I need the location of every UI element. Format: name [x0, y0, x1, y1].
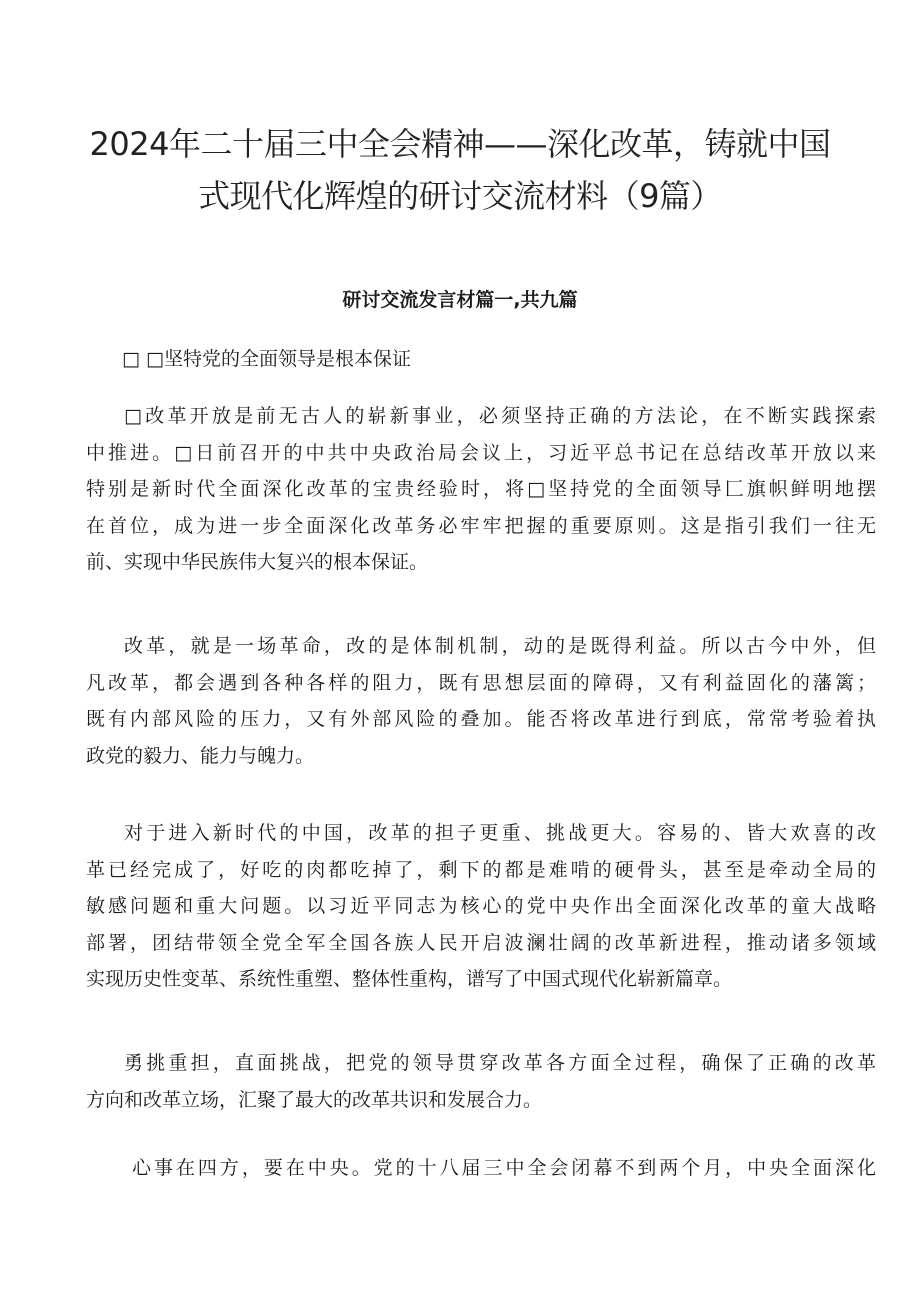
paragraph-line: 革已经完成了，好吃的肉都吃掉了，剩下的都是难啃的硬骨头，甚至是牵动全局的 [86, 858, 876, 881]
paragraph-line: 对于进入新时代的中国，改革的担子更重、挑战更大。容易的、皆大欢喜的改 [124, 822, 876, 844]
paragraph-line: 勇挑重担，直面挑战，把党的领导贯穿改革各方面全过程，确保了正确的改革 [124, 1052, 876, 1074]
paragraph-line: 凡改革，都会遇到各种各样的阻力，既有思想层面的障碍，又有利益固化的藩篱； [86, 671, 876, 694]
paragraph-line: 敏感问题和重大问题。以习近平同志为核心的党中央作出全面深化改革的童大战略 [86, 895, 876, 917]
paragraph [86, 1045, 876, 1118]
paragraph-line: 心事在四方，要在中央。党的十八届三中全会闭幕不到两个月，中央全面深化 [132, 1157, 876, 1179]
section-heading: 研讨交流发言材篇一,共九篇 [342, 289, 578, 311]
paragraph-line: 改革，就是一场革命，改的是体制机制，动的是既得利益。所以古今中外，但 [124, 635, 876, 657]
sub-heading: □ □坚特党的全面领导是根本保证 [122, 348, 411, 370]
paragraph-line: 政党的毅力、能力与魄力。 [86, 744, 315, 767]
paragraph [86, 1150, 876, 1187]
paragraph-line: 部署，团结带领全党全军全国各族人民开启波澜壮阔的改革新进程，推动诸多领域 [86, 931, 876, 954]
paragraph-line: 在首位，成为进一步全面深化改革务必牢牢把握的重要原则。这是指引我们一往无 [86, 514, 876, 537]
paragraph-line: 方向和改革立场，汇聚了最大的改革共识和发展合力。 [86, 1088, 543, 1111]
paragraph-line: 特别是新时代全面深化改革的宝贵经验时，将□坚持党的全面领导匚旗帜鲜明地摆 [86, 478, 876, 500]
paragraph [86, 628, 876, 774]
title-line: 2024年二十届三中全会精神——深化改革，铸就中国 [89, 125, 831, 163]
paragraph [86, 398, 876, 581]
document-title [60, 118, 860, 222]
paragraph-line: 实现历史性变革、系统性重塑、整体性重构，谱写了中国式现代化崭新篇章。 [86, 968, 733, 990]
paragraph [86, 815, 876, 998]
paragraph-line: □改革开放是前无古人的崭新事业，必须坚持正确的方法论，在不断实践探索 [124, 405, 876, 427]
title-line: 式现代化辉煌的研讨交流材料（9篇） [198, 177, 722, 215]
paragraph-line: 既有内部风险的压力，又有外部风险的叠加。能否将改革进行到底，常常考验着执 [86, 708, 876, 730]
paragraph-line: 前、实现中华民族伟大复兴的根本保证。 [86, 551, 429, 573]
paragraph-line: 中推进。□日前召开的中共中央政治局会议上，习近平总书记在总结改革开放以来 [86, 441, 876, 464]
